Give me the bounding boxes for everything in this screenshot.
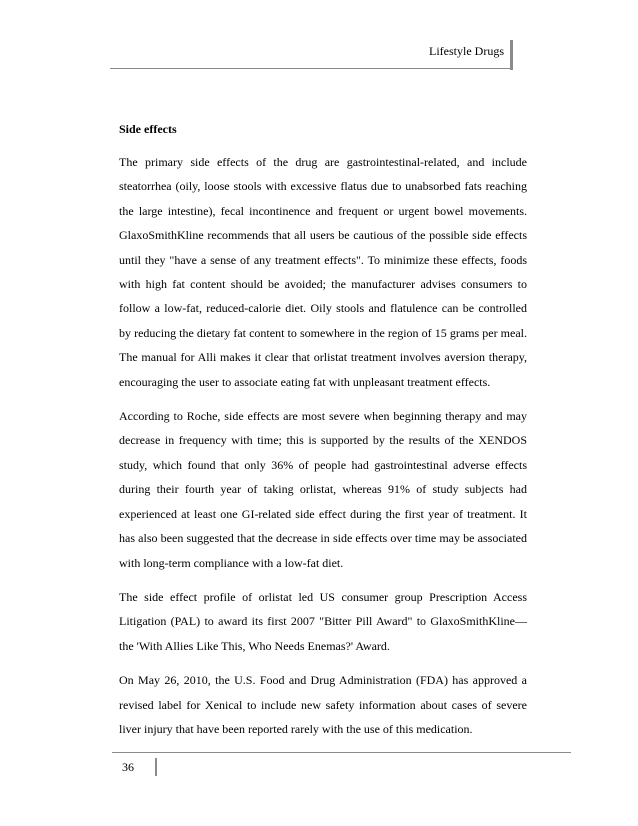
- header-divider: [510, 40, 513, 70]
- paragraph-2: According to Roche, side effects are most severe when beginning therapy and may decrease in frequency with time; this is supported by the results of the XENDOS study, which found that only 36% of people had gastrointestinal adverse effects during their fourth year of taking orlistat, whereas 91% of study subjects had experienced at least one GI-related side effect during the first year of treatment. It has also been suggested that the decrease in side effects over time may be associated with long-term compliance with a low-fat diet.: [119, 409, 527, 570]
- page-number: 36: [122, 760, 134, 774]
- paragraph-1: The primary side effects of the drug are gastrointestinal-related, and include steatorrhea (oily, loose stools with excessive flatus due to unabsorbed fats reaching the large intestine), fecal incontinence and frequent or urgent bowel movements. GlaxoSmithKline recommends that all users be cautious of the possible side effects until they "have a sense of any treatment effects". To minimize these effects, foods with high fat content should be avoided; the manufacturer advises consumers to follow a low-fat, reduced-calorie diet. Oily stools and flatulence can be controlled by reducing the dietary fat content to somewhere in the region of 15 grams per meal. The manual for Alli makes it clear that orlistat treatment involves aversion therapy, encouraging the user to associate eating fat with unpleasant treatment effects.: [119, 155, 527, 389]
- main-content: [119, 118, 527, 751]
- header-title: Lifestyle Drugs: [429, 44, 504, 58]
- footer-divider: [155, 758, 157, 776]
- footer-rule: [112, 752, 571, 753]
- section-heading: Side effects: [119, 122, 177, 136]
- paragraph-3: The side effect profile of orlistat led US consumer group Prescription Access Litigation (PAL) to award its first 2007 "Bitter Pill Award" to GlaxoSmithKline—the 'With Allies Like This, Who Needs Enemas?' Award.: [119, 589, 527, 653]
- paragraph-4: On May 26, 2010, the U.S. Food and Drug Administration (FDA) has approved a revised label for Xenical to include new safety information about cases of severe liver injury that have been reported rarely with the use of this medication.: [119, 673, 527, 736]
- page-header: [110, 38, 510, 69]
